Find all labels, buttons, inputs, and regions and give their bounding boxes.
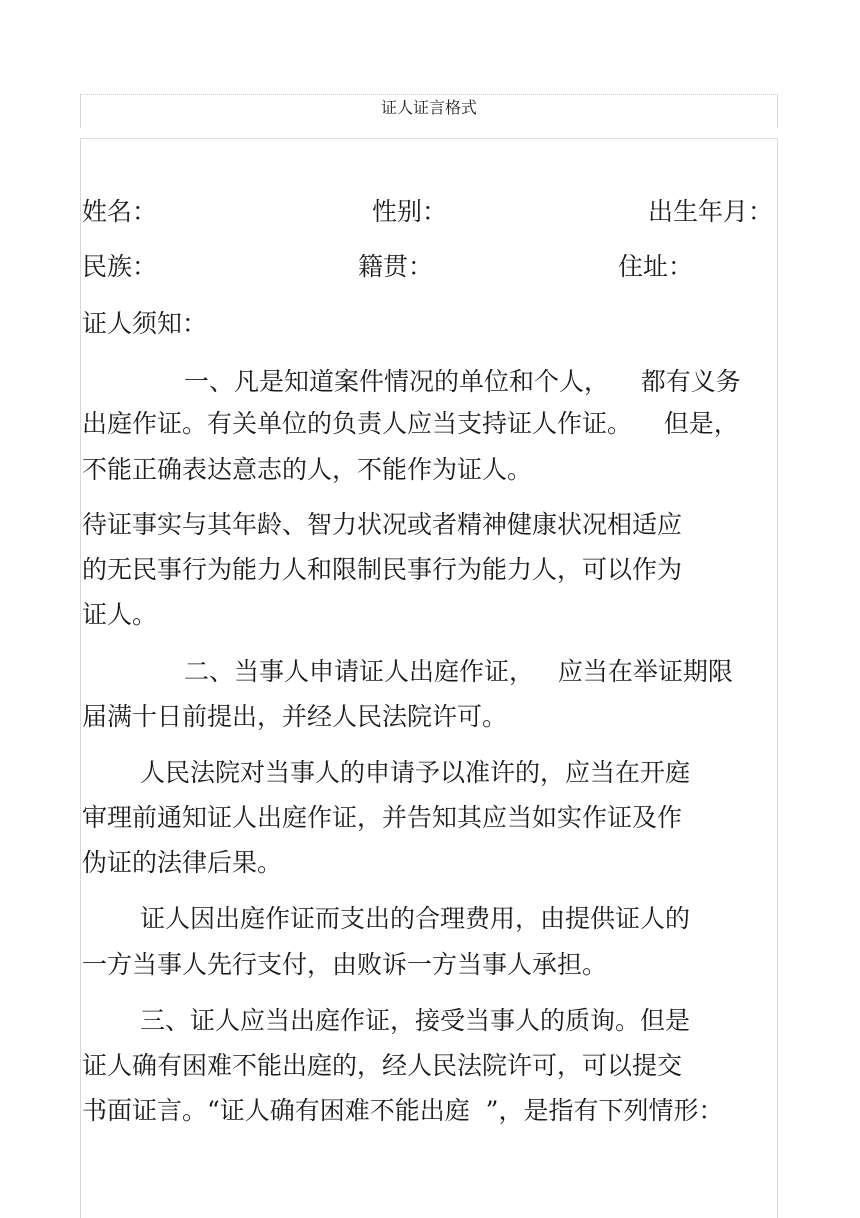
field-gender-label: 性别： <box>372 197 448 226</box>
paragraph-line: 证人因出庭作证而支出的合理费用，由提供证人的 <box>140 904 691 933</box>
paragraph-line: 一方当事人先行支付，由败诉一方当事人承担。 <box>82 950 608 979</box>
paragraph-line: 二、当事人申请证人出庭作证， 应当在举证期限 <box>184 657 733 686</box>
document-title: 证人证言格式 <box>380 98 477 117</box>
paragraph-line: 待证事实与其年龄、智力状况或者精神健康状况相适应 <box>82 510 683 539</box>
paragraph-line: 不能正确表达意志的人，不能作为证人。 <box>82 455 533 484</box>
field-address-label: 住址： <box>618 252 694 281</box>
paragraph-line: 三、证人应当出庭作证，接受当事人的质询。但是 <box>140 1006 691 1035</box>
title-bar <box>80 94 778 128</box>
field-name-label: 姓名： <box>82 197 158 226</box>
paragraph-line: 的无民事行为能力人和限制民事行为能力人，可以作为 <box>82 555 683 584</box>
paragraph-line: 届满十日前提出，并经人民法院许可。 <box>82 702 508 731</box>
paragraph-line: 伪证的法律后果。 <box>82 848 283 877</box>
paragraph-line: 书面证言。“证人确有困难不能出庭 ”，是指有下列情形： <box>82 1096 724 1125</box>
notice-heading: 证人须知： <box>82 309 208 338</box>
paragraph-line: 审理前通知证人出庭作证，并告知其应当如实作证及作 <box>82 803 683 832</box>
paragraph-line: 出庭作证。有关单位的负责人应当支持证人作证。 但是， <box>82 409 739 438</box>
paragraph-line: 一、凡是知道案件情况的单位和个人， 都有义务 <box>184 367 741 396</box>
paragraph-line: 证人确有困难不能出庭的，经人民法院许可，可以提交 <box>82 1051 683 1080</box>
paragraph-line: 证人。 <box>82 600 158 629</box>
field-ethnicity-label: 民族： <box>82 252 158 281</box>
paragraph-line: 人民法院对当事人的申请予以准许的，应当在开庭 <box>140 758 691 787</box>
field-native-place-label: 籍贯： <box>358 252 434 281</box>
field-birth-label: 出生年月： <box>648 197 774 226</box>
